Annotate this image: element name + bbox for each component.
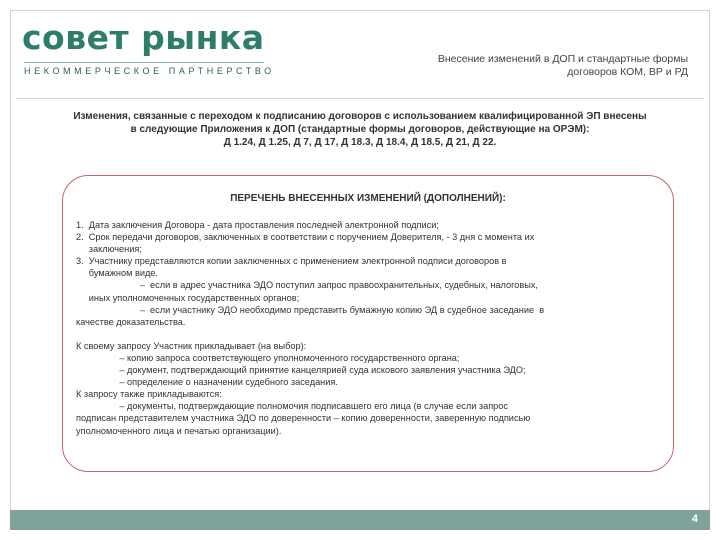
- intro-text: [30, 110, 690, 149]
- list-item: 1. Дата заключения Договора - дата проставления последней электронной подписи;: [76, 220, 439, 230]
- list-item: уполномоченного лица и печатью организации).: [76, 425, 282, 436]
- list-item: – документы, подтверждающие полномочия подписавшего его лица (в случае если запрос: [76, 401, 508, 412]
- header-line-2: договоров КОМ, ВР и РД: [567, 66, 688, 78]
- list-item: 3. Участнику представляются копии заключенных с применением электронной подписи договоров в: [76, 256, 507, 267]
- intro-line-1: Изменения, связанные с переходом к подписанию договоров с использованием квалифицированной ЭП внесены: [73, 111, 647, 122]
- list-item: подписан представителем участника ЭДО по доверенности – копию доверенности, заверенную подписью: [76, 413, 531, 424]
- list-item: – документ, подтверждающий принятие канцелярией суда искового заявления участника ЭДО;: [76, 365, 526, 376]
- list-item: бумажном виде.: [76, 268, 158, 279]
- page-number: 4: [691, 513, 698, 525]
- spacer: [76, 328, 664, 340]
- list-item: К запросу также прикладываются:: [76, 389, 222, 400]
- logo-divider: [24, 62, 264, 63]
- intro-line-2: в следующие Приложения к ДОП (стандартные формы договоров, действующие на ОРЭМ):: [130, 124, 590, 135]
- list-item: К своему запросу Участник прикладывает (на выбор):: [76, 340, 307, 351]
- list-item: – если участнику ЭДО необходимо представить бумажную копию ЭД в судебное заседание в: [76, 304, 545, 315]
- logo-title: совет рынка: [22, 18, 265, 57]
- header-line-1: Внесение изменений в ДОП и стандартные формы: [437, 53, 688, 65]
- header-divider: [16, 98, 704, 99]
- card-body: [76, 219, 664, 437]
- intro-line-3: Д 1.24, Д 1.25, Д 7, Д 17, Д 18.3, Д 18.4, Д 18.5, Д 21, Д 22.: [223, 137, 497, 148]
- list-item: – копию запроса соответствующего уполномоченного государственного органа;: [76, 352, 460, 363]
- list-item: заключения;: [76, 244, 142, 255]
- logo-subtitle: НЕКОММЕРЧЕСКОЕ ПАРТНЕРСТВО: [24, 66, 275, 76]
- list-item: качестве доказательства.: [76, 316, 186, 327]
- slide-header: [368, 53, 688, 79]
- footer-bar: [10, 510, 710, 530]
- list-item: – если в адрес участника ЭДО поступил запрос правоохранительных, судебных, налоговых,: [76, 280, 538, 291]
- list-item: – определение о назначении судебного заседания.: [76, 377, 338, 388]
- list-item: 2. Срок передачи договоров, заключенных в соответствии с поручением Доверителя, - 3 дня с момента их: [76, 232, 535, 243]
- card-title: ПЕРЕЧЕНЬ ВНЕСЕННЫХ ИЗМЕНЕНИЙ (ДОПОЛНЕНИЙ):: [230, 193, 506, 204]
- list-item: иных уполномоченных государственных органов;: [76, 292, 300, 303]
